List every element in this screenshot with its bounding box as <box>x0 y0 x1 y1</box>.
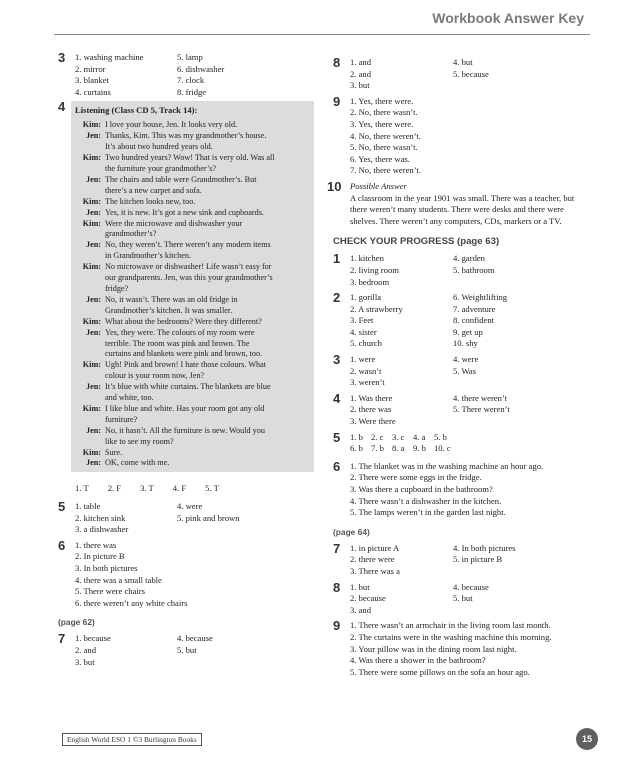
answer-item: 2. In picture B <box>75 551 125 562</box>
page-reference: (page 62) <box>58 617 95 628</box>
speaker-name <box>75 284 105 295</box>
speaker-name <box>75 371 105 382</box>
answer-item: 2. there were <box>350 554 395 565</box>
speaker-name <box>75 164 105 175</box>
answer-item: 10. c <box>434 443 451 454</box>
dialogue-line: Two hundred years? Wow! That is very old. Was all <box>105 153 275 163</box>
answer-item: 1. and <box>350 57 372 67</box>
speaker-name: Jen: <box>85 458 101 468</box>
speaker-name: Jen: <box>85 327 101 337</box>
answer-item: 5. in picture B <box>453 554 503 565</box>
answer-item: 4. were <box>453 354 479 365</box>
answer-item: 3. Your pillow was in the dining room last night. <box>350 643 517 654</box>
answer-item: 4. but <box>453 57 473 67</box>
answer-item: 7. adventure <box>453 303 496 314</box>
dialogue-line: No, it wasn’t. There was an old fridge in <box>105 294 238 304</box>
answer-grid <box>350 432 593 455</box>
answer-item: 5. b <box>434 431 447 442</box>
answer-item: 6. there weren’t any white chairs <box>75 597 188 608</box>
header-rule <box>54 34 590 35</box>
answer-item: 1. There wasn’t an armchair in the living room last month. <box>350 620 551 631</box>
dialogue-line: Yes, it is new. It’s got a new sink and cupboards. <box>105 207 264 217</box>
speaker-name <box>75 142 105 153</box>
speaker-name: Kim: <box>82 153 101 163</box>
progress-2 <box>333 292 593 350</box>
dialogue-line: I like blue and white. Has your room got any old <box>105 403 265 413</box>
dialogue-line: Thanks, Kim. This was my grandmother’s house. <box>105 131 267 141</box>
answer-item: 2. A strawberry <box>350 303 403 314</box>
exercise-5 <box>58 498 308 536</box>
answer-item: 5. because <box>453 68 489 79</box>
answer-item: 3. Were there <box>350 416 396 427</box>
answer-item: 5. lamp <box>177 52 203 62</box>
answer-item: 6. b <box>350 443 363 454</box>
speaker-name <box>75 251 105 262</box>
page-reference: (page 64) <box>333 526 370 537</box>
answer-item: 5. church <box>350 338 382 349</box>
exercise-number: 5 <box>333 429 341 445</box>
answer-item: 2. No, there wasn’t. <box>350 107 418 118</box>
answer-item: 5. but <box>177 644 197 655</box>
answer-item: 5. No, there wasn’t. <box>350 142 418 153</box>
exercise-4 <box>58 101 308 472</box>
answer-item: 5. There weren’t <box>453 404 510 415</box>
exercise-number: 8 <box>333 579 341 595</box>
dialogue-line: The kitchen looks new, too. <box>105 196 196 206</box>
answer-item: 4. there weren’t <box>453 392 508 403</box>
exercise-number: 4 <box>58 99 66 115</box>
answer-item: 1. were <box>350 354 376 365</box>
dialogue-line: No microwave or dishwasher! Life wasn’t easy for <box>105 262 272 272</box>
exercise-number: 3 <box>58 50 66 65</box>
answer-grid <box>75 633 308 668</box>
answer-item <box>453 377 593 389</box>
transcript-title: Listening (Class CD 5, Track 14): <box>75 105 198 116</box>
answer-item <box>177 524 308 536</box>
answer-item: 3. but <box>350 80 370 91</box>
speaker-name: Kim: <box>82 262 101 272</box>
exercise-9 <box>333 93 593 177</box>
answer-item: 6. dishwasher <box>177 63 225 74</box>
answer-item: 2. kitchen sink <box>75 512 126 523</box>
answer-item: 3. c <box>392 431 405 442</box>
dialogue-line: colour is your room now, Jen? <box>105 371 205 381</box>
footer-credit: English World ESO 1 ©3 Burlington Books <box>62 733 202 746</box>
progress-3 <box>333 354 593 389</box>
answer-item: 4. Was there a shower in the bathroom? <box>350 655 486 666</box>
dialogue-line: like to see my room? <box>105 436 174 446</box>
answer-grid <box>350 354 593 389</box>
answer-list <box>75 540 308 610</box>
answer-item: 3. weren’t <box>350 377 385 388</box>
answer-item: 9. get up <box>453 326 483 337</box>
answer-item: 3. but <box>75 656 95 667</box>
answer-item: 6. Weightlifting <box>453 292 508 303</box>
dialogue-line: in Grandmother’s kitchen. <box>105 251 192 261</box>
speaker-name: Kim: <box>82 360 101 370</box>
answer-grid <box>350 393 593 428</box>
speaker-name <box>75 349 105 360</box>
exercise-7 <box>58 633 308 668</box>
progress-5 <box>333 429 593 455</box>
answer-item: 2. c <box>371 431 384 442</box>
answer-grid <box>350 582 593 617</box>
answer-grid <box>75 501 308 536</box>
answer-grid <box>75 52 308 98</box>
answer-item <box>453 566 593 578</box>
answer-item: 2. wasn’t <box>350 365 382 376</box>
dialogue-line: grandmother’s? <box>105 229 157 239</box>
answer-item: 2. and <box>75 644 97 655</box>
exercise-number: 6 <box>58 537 66 553</box>
dialogue-line: our grandparents. Jen, was this your grandmother’s <box>105 273 273 283</box>
answer-item: 7. clock <box>177 75 205 86</box>
answer-list <box>350 96 593 177</box>
answer-item: 3. T <box>140 483 154 494</box>
answer-item: 5. There were some pillows on the sofa an hour ago. <box>350 666 530 677</box>
answer-item: 4. because <box>177 633 213 644</box>
exercise-number: 10 <box>327 178 342 194</box>
exercise-6 <box>58 537 308 610</box>
answer-item: 2. living room <box>350 264 399 275</box>
answer-item: 8. confident <box>453 315 495 326</box>
dialogue-line: The chairs and table were Grandmother’s. But <box>105 174 257 184</box>
possible-answer-text: A classroom in the year 1901 was small. There was a teacher, but there weren’t many students. There were desks and there were shelves. There weren’t any computers, CDs, markers or a TV. <box>350 192 575 226</box>
answer-item: 9. b <box>413 443 426 454</box>
answer-item: 1. gorilla <box>350 292 382 303</box>
answer-list <box>350 461 593 519</box>
answer-grid <box>350 543 593 578</box>
answer-item: 4. No, there weren’t. <box>350 130 421 141</box>
answer-grid <box>350 292 593 350</box>
speaker-name: Jen: <box>85 174 101 184</box>
speaker-name: Jen: <box>85 425 101 435</box>
speaker-name: Kim: <box>82 403 101 413</box>
answer-item: 5. Was <box>453 365 477 376</box>
dialogue-line: fridge? <box>105 283 129 293</box>
answer-item: 1. because <box>75 633 111 644</box>
speaker-name <box>75 273 105 284</box>
speaker-name: Jen: <box>85 294 101 304</box>
answer-item: 1. T <box>75 483 89 494</box>
answer-item: 5. The lamps weren’t in the garden last night. <box>350 507 506 518</box>
speaker-name: Kim: <box>82 316 101 326</box>
dialogue-line: No, they weren’t. There weren’t any modern items <box>105 240 271 250</box>
answer-grid <box>350 57 593 92</box>
right-column <box>327 55 593 681</box>
dialogue-line: there’s a new carpet and sofa. <box>105 185 202 195</box>
dialogue-line: What about the bedrooms? Were they different? <box>105 316 262 326</box>
progress-1 <box>333 253 593 288</box>
answer-item: 6. Yes, there was. <box>350 153 410 164</box>
progress-title: CHECK YOUR PROGRESS (page 63) <box>333 236 500 248</box>
answer-item: 4. a <box>413 431 426 442</box>
exercise-number: 6 <box>333 458 341 474</box>
dialogue-line: It’s blue with white curtains. The blankets are blue <box>105 382 271 392</box>
exercise-number: 5 <box>58 498 66 514</box>
true-false-answers <box>58 475 308 501</box>
answer-item <box>453 80 593 92</box>
answer-item: 4. There wasn’t a dishwasher in the kitchen. <box>350 495 502 506</box>
answer-item: 1. there was <box>75 539 117 550</box>
exercise-number: 7 <box>58 631 66 647</box>
speaker-name: Jen: <box>85 131 101 141</box>
dialogue-line: Grandmother’s kitchen. It was smaller. <box>105 305 233 315</box>
dialogue-line: OK, come with me. <box>105 458 170 468</box>
answer-item: 3. Was there a cupboard in the bathroom? <box>350 484 493 494</box>
exercise-8 <box>333 57 593 92</box>
dialogue-line: No, it hasn’t. All the furniture is new. Would you <box>105 425 265 435</box>
progress-7 <box>333 540 593 578</box>
answer-item: 1. kitchen <box>350 253 384 264</box>
exercise-number: 4 <box>333 390 341 406</box>
dialogue-line: It’s about two hundred years old. <box>105 142 213 152</box>
exercise-number: 9 <box>333 93 341 109</box>
answer-item <box>453 277 593 289</box>
answer-item: 3. blanket <box>75 75 109 86</box>
speaker-name <box>75 186 105 197</box>
speaker-name: Kim: <box>82 120 101 130</box>
answer-item: 1. in picture A <box>350 542 400 553</box>
answer-item <box>453 605 593 617</box>
speaker-name <box>75 415 105 426</box>
answer-item <box>453 416 593 428</box>
dialogue-line: I love your house, Jen. It looks very old. <box>105 120 238 130</box>
answer-item: 1. The blanket was in the washing machine an hour ago. <box>350 460 544 471</box>
dialogue-line: Were the microwave and dishwasher your <box>105 218 243 228</box>
answer-item: 3. In both pictures <box>75 562 138 573</box>
answer-item: 4. there was a small table <box>75 574 162 585</box>
answer-item: 10. shy <box>453 338 478 349</box>
dialogue-line: Ugh! Pink and brown! I hate those colours. What <box>105 360 267 370</box>
progress-4 <box>333 390 593 428</box>
answer-item: 7. b <box>371 443 384 454</box>
answer-item: 5. T <box>205 483 219 494</box>
answer-item: 3. and <box>350 604 372 615</box>
speaker-name <box>75 306 105 317</box>
answer-item: 3. Yes, there were. <box>350 118 414 129</box>
answer-item: 1. washing machine <box>75 52 144 62</box>
dialogue-line: furniture? <box>105 414 138 424</box>
exercise-10 <box>327 178 593 227</box>
speaker-name: Kim: <box>82 447 101 457</box>
answer-item: 1. b <box>350 431 363 442</box>
speaker-name <box>75 229 105 240</box>
answer-item: 4. because <box>453 581 489 592</box>
exercise-number: 2 <box>333 290 341 306</box>
speaker-name <box>75 437 105 448</box>
speaker-name: Jen: <box>85 207 101 217</box>
answer-item: 2. mirror <box>75 63 106 74</box>
speaker-name: Kim: <box>82 218 101 228</box>
progress-9 <box>333 620 593 678</box>
dialogue <box>75 120 308 469</box>
dialogue-line: terrible. The room was pink and brown. The <box>105 338 250 348</box>
answer-item: 5. pink and brown <box>177 512 240 523</box>
speaker-name: Kim: <box>82 196 101 206</box>
answer-item: 1. Yes, there were. <box>350 95 414 106</box>
answer-item: 4. were <box>177 500 203 511</box>
answer-item: 8. fridge <box>177 86 207 97</box>
answer-item: 3. bedroom <box>350 276 390 287</box>
exercise-number: 7 <box>333 540 341 556</box>
answer-item: 4. curtains <box>75 86 111 97</box>
answer-item: 3. Feet <box>350 315 374 326</box>
listening-transcript-box <box>71 101 314 472</box>
answer-item: 2. There were some eggs in the fridge. <box>350 472 482 483</box>
answer-item: 1. but <box>350 581 370 592</box>
dialogue-line: the furniture your grandmother’s? <box>105 164 217 173</box>
exercise-number: 8 <box>333 55 341 70</box>
speaker-name: Jen: <box>85 382 101 392</box>
speaker-name: Jen: <box>85 240 101 250</box>
answer-grid <box>350 253 593 288</box>
dialogue-line: Sure. <box>105 447 123 457</box>
answer-item: 4. sister <box>350 326 377 337</box>
speaker-name <box>75 339 105 350</box>
answer-item: 1. Was there <box>350 392 393 403</box>
answer-item: 4. garden <box>453 253 485 264</box>
exercise-number: 1 <box>333 251 341 267</box>
exercise-number: 3 <box>333 352 341 368</box>
answer-item: 2. F <box>107 483 122 494</box>
answer-item: 3. There was a <box>350 565 400 576</box>
progress-6 <box>333 458 593 519</box>
dialogue-line: and white, too. <box>105 393 154 403</box>
answer-item: 8. a <box>392 443 405 454</box>
answer-item: 2. The curtains were in the washing machine this morning. <box>350 631 552 642</box>
speaker-name <box>75 393 105 404</box>
possible-answer-label: Possible Answer <box>350 180 407 191</box>
exercise-number: 9 <box>333 618 341 634</box>
answer-item: 7. No, there weren’t. <box>350 165 421 176</box>
answer-item: 5. bathroom <box>453 264 495 275</box>
answer-item: 2. and <box>350 68 372 79</box>
answer-item: 4. In both pictures <box>453 542 516 553</box>
answer-item: 3. a dishwasher <box>75 524 129 535</box>
dialogue-line: Yes, they were. The colours of my room were <box>105 327 255 337</box>
dialogue-line: curtains and blankets were pink and brown, too. <box>105 349 263 359</box>
page-number: 15 <box>576 728 598 750</box>
answer-item: 5. There were chairs <box>75 586 145 597</box>
answer-item: 5. but <box>453 593 473 604</box>
answer-item: 2. because <box>350 593 386 604</box>
answer-list <box>350 620 593 678</box>
answer-item <box>177 657 308 669</box>
answer-item: 4. F <box>172 483 187 494</box>
exercise-3 <box>58 52 308 98</box>
progress-8 <box>333 579 593 617</box>
header-title: Workbook Answer Key <box>432 10 584 26</box>
answer-item: 1. table <box>75 500 101 511</box>
left-column <box>58 52 308 671</box>
answer-item: 2. there was <box>350 404 392 415</box>
